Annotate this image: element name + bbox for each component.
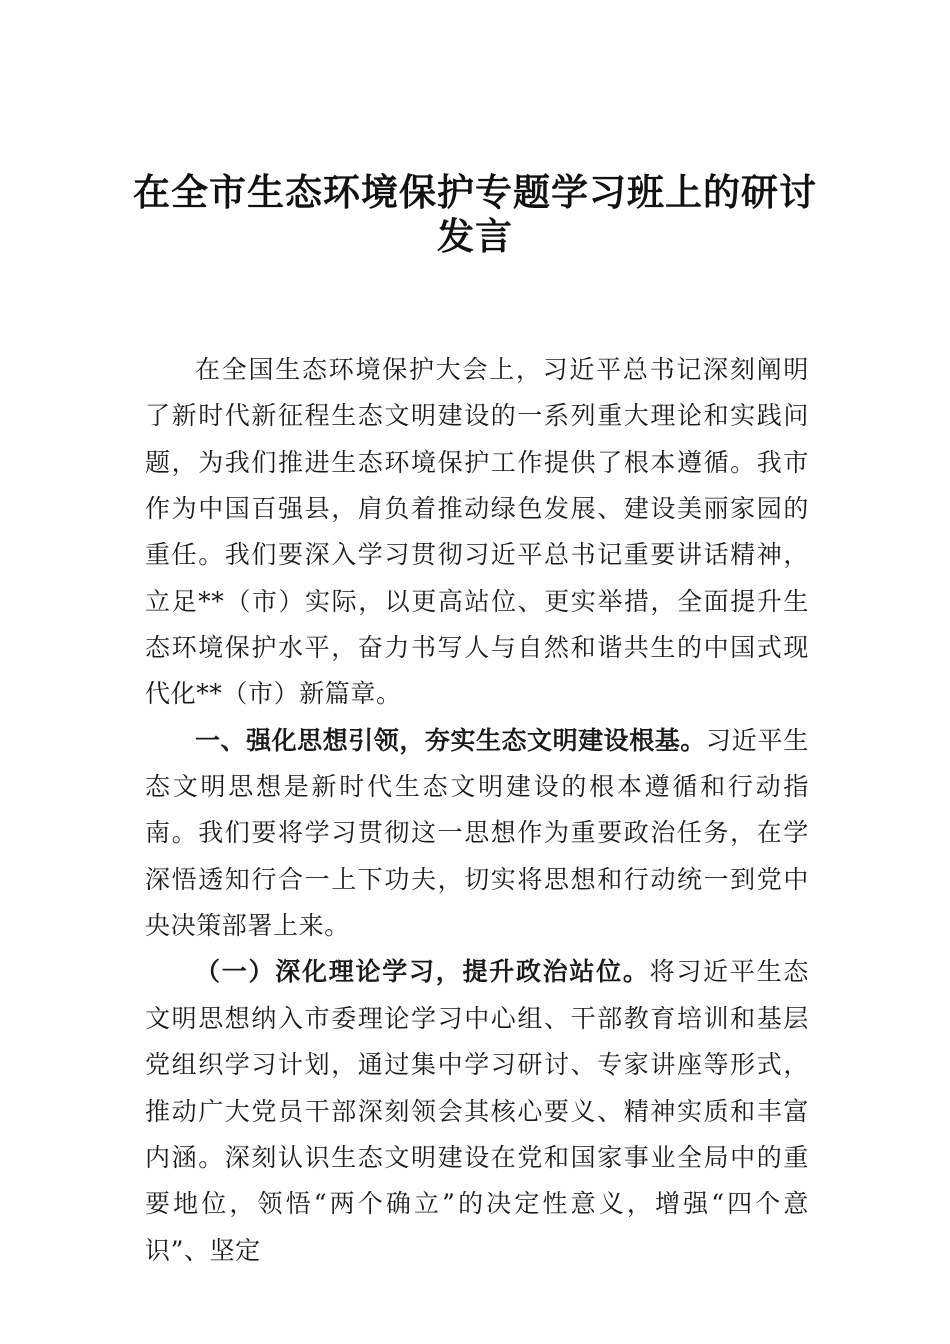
section-1-heading: 一、强化思想引领，夯实生态文明建设根基。 xyxy=(195,725,706,755)
subsection-1-heading: （一）深化理论学习，提升政治站位。 xyxy=(195,957,650,987)
subsection-1-text: 将习近平生态文明思想纳入市委理论学习中心组、干部教育培训和基层党组织学习计划，通过集中学习研讨、专家讲座等形式，推动广大党员干部深刻领会其核心要义、精神实质和丰富内涵。深刻认识生态文明建设在党和国家事业全局中的重要地位，领悟“两个确立”的决定性意义，增强“四个意识”、坚定 xyxy=(145,957,809,1265)
intro-paragraph: 在全国生态环境保护大会上，习近平总书记深刻阐明了新时代新征程生态文明建设的一系列重大理论和实践问题，为我们推进生态环境保护工作提供了根本遵循。我市作为中国百强县，肩负着推动绿色发展、建设美丽家园的重任。我们要深入学习贯彻习近平总书记重要讲话精神，立足**（市）实际，以更高站位、更实举措，全面提升生态环境保护水平，奋力书写人与自然和谐共生的中国式现代化**（市）新篇章。 xyxy=(145,355,809,709)
document-body xyxy=(145,347,809,1274)
document-title-line-2: 发言 xyxy=(437,214,513,258)
section-1-paragraph xyxy=(145,718,809,950)
subsection-1-paragraph xyxy=(145,949,809,1273)
document-title-line-1: 在全市生态环境保护专题学习班上的研讨 xyxy=(133,170,817,214)
section-1-text: 习近平生态文明思想是新时代生态文明建设的根本遵循和行动指南。我们要将学习贯彻这一思想作为重要政治任务，在学深悟透知行合一上下功夫，切实将思想和行动统一到党中央决策部署上来。 xyxy=(145,725,809,941)
